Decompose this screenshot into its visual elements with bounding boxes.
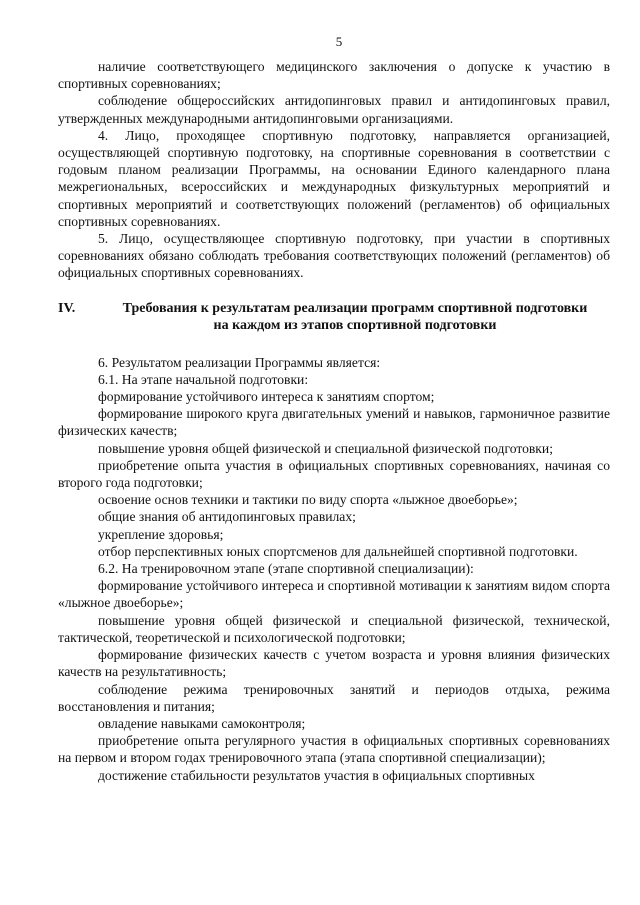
section-heading [58,300,610,334]
list-item: формирование устойчивого интереса к занятиям спортом; [98,389,435,405]
section-title-line-1: Требования к результатам реализации программ спортивной подготовки [122,300,588,316]
list-item: освоение основ техники и тактики по виду спорта «лыжное двоеборье»; [98,492,518,508]
list-item: формирование физических качеств с учетом возраста и уровня влияния физических качеств на результативность; [58,647,610,680]
list-item: овладение навыками самоконтроля; [98,715,306,731]
section-title [100,300,610,334]
page-number: 5 [335,34,343,49]
section-number: IV. [58,300,76,316]
list-item: повышение уровня общей физической и специальной физической, технической, тактической, теоретической и психологической подготовки; [58,612,610,645]
paragraph: 4. Лицо, проходящее спортивную подготовку, направляется организацией, осуществляющей спортивную подготовку, на спортивные соревнования в соответствии с годовым планом реализации Программы, на основании Единого календарного плана межрегиональных, всероссийских и международных физкультурных мероприятий и спортивных мероприятий и соответствующих положений (регламентов) об официальных спортивных соревнованиях. [58,127,610,229]
paragraph: наличие соответствующего медицинского заключения о допуске к участию в спортивных соревнованиях; [58,59,610,92]
paragraph: 6.1. На этапе начальной подготовки: [98,371,309,387]
list-item: отбор перспективных юных спортсменов для дальнейшей спортивной подготовки. [98,543,578,559]
paragraph: соблюдение общероссийских антидопинговых правил и антидопинговых правил, утвержденных международными антидопинговыми организациями. [58,93,610,126]
list-item: приобретение опыта регулярного участия в официальных спортивных соревнованиях на первом и втором годах тренировочного этапа (этапа спортивной специализации); [58,733,610,766]
list-item: соблюдение режима тренировочных занятий и периодов отдыха, режима восстановления и питания; [58,681,610,714]
list-item: укрепление здоровья; [98,526,224,542]
paragraph: 6. Результатом реализации Программы является: [98,354,381,370]
paragraph: 5. Лицо, осуществляющее спортивную подготовку, при участии в спортивных соревнованиях обязано соблюдать требования соответствующих положений (регламентов) об официальных спортивных соревнованиях. [58,231,610,281]
list-item: формирование широкого круга двигательных умений и навыков, гармоничное развитие физических качеств; [58,406,610,439]
list-item: достижение стабильности результатов участия в официальных спортивных [98,767,535,783]
list-item: повышение уровня общей физической и специальной физической подготовки; [98,440,553,456]
paragraph: 6.2. На тренировочном этапе (этапе спортивной специализации): [98,561,474,577]
list-item: общие знания об антидопинговых правилах; [98,509,356,525]
list-item: приобретение опыта участия в официальных спортивных соревнованиях, начиная со второго года подготовки; [58,457,610,491]
list-item: формирование устойчивого интереса и спортивной мотивации к занятиям видом спорта «лыжное двоеборье»; [58,578,610,611]
section-title-line-2: на каждом из этапов спортивной подготовки [213,317,497,333]
